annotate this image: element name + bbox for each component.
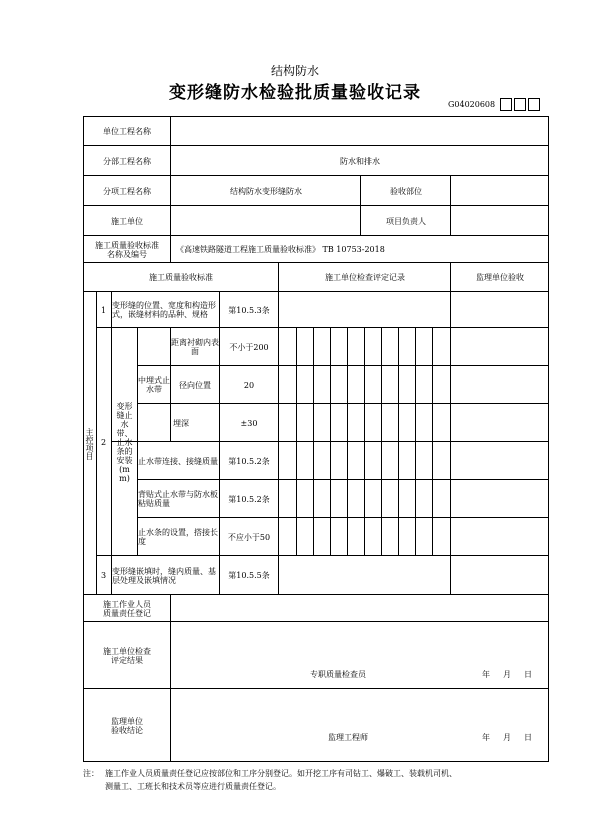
item-2a-req: 不小于200: [229, 342, 269, 352]
contractor-eval-line2: 评定结果: [111, 655, 143, 665]
contractor-date-year: 年: [482, 670, 490, 679]
item-1-name: 变形缝的位置、宽度和构造形式，嵌缝材料的品种、规格: [112, 301, 216, 319]
item-2e-name: 背贴式止水带与防水板粘贴质量: [138, 490, 218, 508]
subdivision-field[interactable]: 结构防水变形缝防水: [230, 186, 302, 196]
item-3-name: 变形缝嵌填时，缝内质量、基层处理及嵌填情况: [112, 566, 216, 585]
contractor-eval-line1: 施工单位检查: [103, 646, 151, 656]
worker-registration-label: [83, 595, 171, 622]
main-control-label: 主控项目: [85, 427, 94, 460]
item-3-no: 3: [100, 571, 107, 580]
standard-label-line2: 名称及编号: [107, 249, 147, 259]
col-standard-header: 施工质量验收标准: [149, 273, 213, 282]
supervisor-line1: 监理单位: [111, 716, 143, 726]
item-2c-name: 埋深: [173, 418, 189, 428]
item-2b-req: 20: [243, 380, 255, 390]
item-2c-req: ±30: [240, 418, 258, 428]
item-2e-req: 第10.5.2条: [228, 494, 270, 504]
standard-value: 《高速铁路隧道工程施工质量验收标准》 TB 10753-2018: [176, 245, 385, 254]
supervisor-date-year: 年: [482, 733, 490, 742]
project-manager-label: 项目负责人: [386, 216, 426, 226]
item-2a-name: 距离衬砌内表面: [171, 338, 219, 356]
item-2-group: 中埋式止水带: [138, 376, 170, 394]
form-title: 变形缝防水检验批质量验收记录: [169, 83, 421, 103]
inspector-label: 专职质量检查员: [310, 670, 366, 679]
form-code: G04020608: [448, 100, 496, 109]
acceptance-part-field[interactable]: [451, 176, 549, 206]
standard-label: [83, 236, 171, 263]
note-line1: 施工作业人员质量责任登记应按部位和工序分别登记。如开挖工序有司钻工、爆破工、装载机司机、: [105, 769, 457, 778]
worker-label-line2: 质量责任登记: [103, 608, 151, 618]
form-subtitle: 结构防水: [270, 64, 319, 78]
project-manager-field[interactable]: [451, 206, 549, 236]
engineer-label: 监理工程师: [328, 733, 368, 742]
item-2f-req: 不应小于50: [227, 532, 271, 542]
acceptance-part-label: 验收部位: [390, 186, 422, 196]
contractor-eval-label: [83, 622, 171, 689]
division-field[interactable]: 防水和排水: [340, 156, 380, 166]
item-2f-name: 止水条的设置，搭接长度: [138, 528, 218, 546]
constructor-field[interactable]: [171, 206, 361, 236]
supervisor-line2: 验收结论: [111, 725, 143, 735]
unit-project-field[interactable]: [171, 116, 549, 146]
subdivision-label: 分项工程名称: [103, 186, 151, 196]
worker-label-line1: 施工作业人员: [103, 599, 151, 609]
contractor-date-month: 月: [503, 670, 511, 679]
col-contractor-header: 施工单位检查评定记录: [325, 273, 405, 282]
col-supervisor-header: 监理单位验收: [476, 273, 524, 282]
note-prefix: 注：: [83, 769, 99, 778]
constructor-label: 施工单位: [111, 216, 143, 226]
supervisor-date-month: 月: [503, 733, 511, 742]
item-2d-name: 止水带连接、接缝质量: [138, 456, 218, 466]
item-3-req: 第10.5.5条: [228, 571, 270, 580]
contractor-date-day: 日: [524, 670, 532, 679]
supervisor-date-day: 日: [524, 733, 532, 742]
division-label: 分部工程名称: [103, 156, 151, 166]
item-2d-req: 第10.5.2条: [228, 456, 270, 466]
standard-label-line1: 施工质量验收标准: [95, 240, 159, 250]
item-1-req: 第10.5.3条: [228, 305, 270, 315]
worker-registration-field[interactable]: [171, 595, 549, 622]
item-2-no: 2: [100, 437, 107, 447]
item-2-name: 变形缝止水带、止水条的安装(mm): [116, 401, 133, 483]
item-1-no: 1: [100, 305, 107, 315]
item-2b-name: 径向位置: [179, 380, 211, 390]
note-line2: 测量工、工班长和技术员等应进行质量责任登记。: [105, 782, 281, 791]
supervisor-label: [83, 689, 171, 762]
unit-project-label: 单位工程名称: [103, 126, 151, 136]
